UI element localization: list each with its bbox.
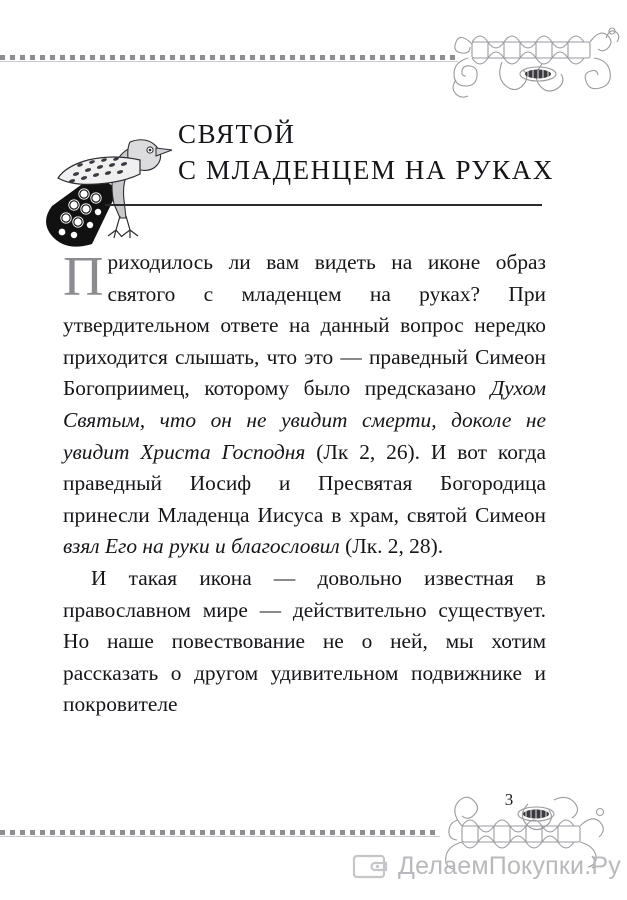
header-celtic-knot-corner-ornament [446, 22, 621, 100]
paragraph-second: И такая икона — довольно известная в православном мире — действительно существует. Но наше повествование не о ней, мы хотим рассказать о другом удивительном подвижнике и покровителе [63, 565, 546, 717]
peacock-bird-illustration [22, 102, 190, 247]
page-number: 3 [504, 790, 514, 809]
scripture-quote-2: взял Его на руки и благословил [63, 534, 340, 559]
chapter-title-underline [105, 204, 542, 206]
footer-dotted-rule [0, 828, 440, 837]
chapter-title-line-2: С МЛАДЕНЦЕМ НА РУКАХ [178, 155, 554, 186]
body-text [63, 247, 546, 721]
watermark-text: ДелаемПокупки.Ру [398, 852, 621, 880]
paragraph-first-part-1: риходилось ли вам видеть на иконе образ святого с младенцем на руках? При утвердительном ответе на данный вопрос нередко приходится слышать, что это — праведный Симеон Богоприимец, которому было предсказано [63, 250, 546, 401]
chapter-title [176, 116, 554, 188]
scripture-quote-1: Духом Святым, что он не увидит смерти, доколе не увидит Христа Господня [63, 376, 546, 464]
paragraph-first-part-3: (Лк. 2, 28). [339, 534, 444, 559]
watermark [352, 852, 621, 881]
header-dotted-rule [0, 53, 458, 62]
paragraph-first [63, 247, 546, 563]
paragraph-first-part-2: (Лк 2, 26). И вот когда праведный Иосиф и Пресвятая Богородица принесли Младенца Иисуса в храм, святой Симеон [63, 439, 546, 527]
chapter-title-line-1: СВЯТОЙ [178, 119, 296, 149]
drop-cap: П [63, 246, 104, 308]
wallet-icon [352, 853, 388, 880]
